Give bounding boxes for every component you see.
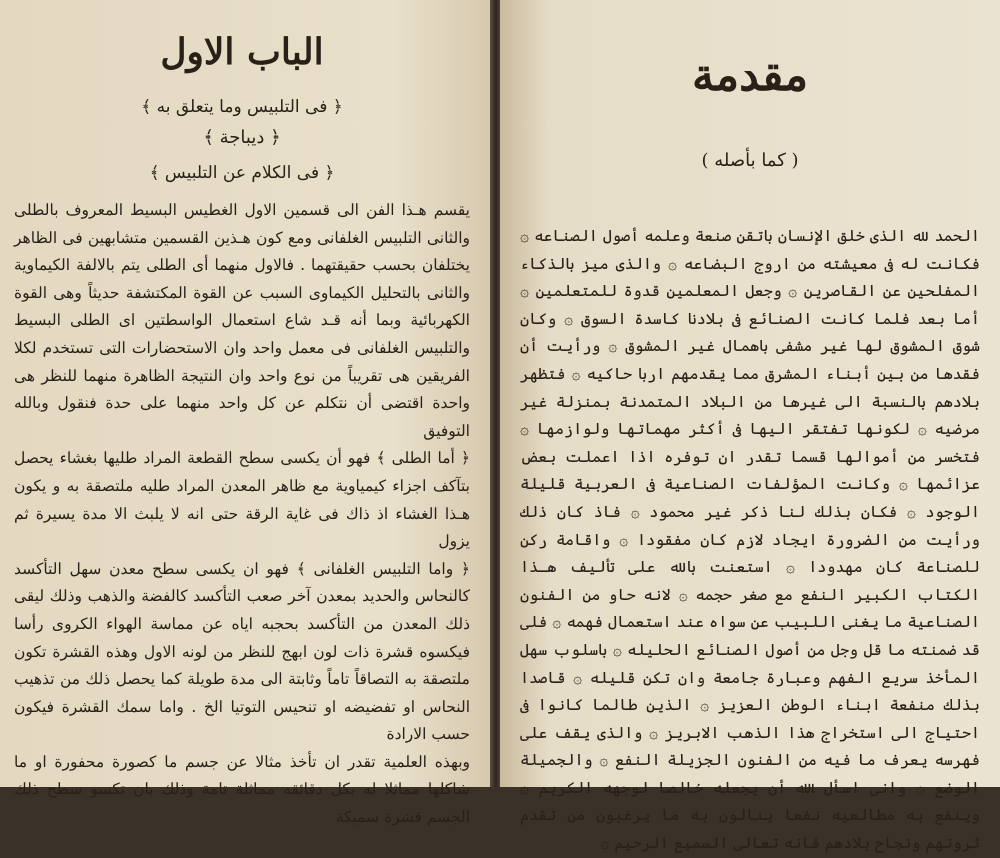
chapter-title: الباب الاول — [160, 31, 324, 73]
paragraph-galvanic — [14, 556, 470, 749]
chapter-subtitle: ﴿ فى التلبيس وما يتعلق به ﴾ — [141, 97, 343, 117]
plating-text: فهو أن يكسى سطح القطعة المراد طليها بغشاء يحصل بتآكف اجزاء كيمياوية مع ظاهر المعدن المراد طليه ملتصقة به و يكون هـذا الغشاء اذ ذاك فى غاية الرقة حتى انه لا يلبث الا مدة يسيرة ثم يزول — [14, 449, 470, 551]
paragraph-intro: يقسم هـذا الفن الى قسمين الاول الغطيس البسيط المعروف بالطلى والثانى التلبيس الغلفانى ومع كون هـذين القسمين متشابهين فى الظاهر يختلفان بحسب حقيقتهما . فالاول منهما أى الطلى يتم بالالفة الكيماوية والثانى بالتحليل الكيماوى السبب عن القوة المكتشفة حديثاً وهى القوة الكهربائية وبما أنه قـد شاع استعمال الواسطتين اى الطلى البسيط والتلبيس الغلفانى فى معمل واحد وان الاستحضارات التى تستخدم لكلا الفريقين هى تقريباً من نوع واحد وان النتيجة الظاهرة منهما للنظر هى واحدة اقتضى أن نتكلم عن كل واحد منهما على حدة فنقول وبالله التوفيق — [14, 201, 470, 440]
introduction-subtitle: ( كما بأصله ) — [701, 150, 799, 171]
introduction-title: مقدمة — [691, 50, 809, 101]
preface-heading: ﴿ ديباجة ﴾ — [203, 127, 281, 148]
right-page — [500, 0, 1000, 853]
introduction-body: الحمد لله الذى خلق الإنسان باتقن صنعة وعلمه أصول الصناعه ۞ فكانت له فى معيشته من اروج البضاعه ۞ والذى ميز بالذكاء المفلحين عن القاصرين ۞ وجعل المعلمين قدوة للمتعلمين ۞ أما بعد فلما كانت الصنائع فى بلادنا كاسدة السوق ۞ وكان شوق المشوق لها غير مشفى باهمال غير المشوق ۞ ورأيت أن فقدها من بين أبناء المشرق مما يقدمهم اربا حاكيه ۞ فتظهر بلادهم بالنسبة الى غيرها من البلاد المتمدنة بمنزلة غير مرضيه ۞ لكونها تفتقر اليها فى أكثر مهماتها ولوازمها ۞ فتخسر من أموالها قسما تقدر ان توفره اذا اعملت بعض عزائمها ۞ وكانت المؤلفات الصناعية فى العربية قليلة الوجود ۞ فكان بذلك لنا ذكر غير محمود ۞ فاذ كان ذلك ورأيت من الضرورة ايجاد لازم كان مفقودا ۞ واقامة ركن للصناعة كان مهدودا ۞ استعنت بالله على تأليف هـذا الكتاب الكبير النفع مع صغر حجمه ۞ لانه حاو من الفنون الصناعية ما يغنى اللبيب عن سواه عند استعمال فهمه ۞ فلى قد ضمنته ما قل وجل من أصول الصنائع الحليله ۞ باسلوب سهل المأخذ سريع الفهم وعبارة جامعة وان تكن قليله ۞ قاصدا بذلك منفعة ابناء الوطن العزيز ۞ الذين طالما كانوا فى احتياج الى استخراج هذا الذهب الابريز ۞ والذى يقف على فهرسه يعرف ما فيه من الفنون الجزيلة النفع ۞ والجميلة الوضع ۞ وانى اسأل الله أن يجعله خالصا لوجهه الكريم ۞ وينفع به مطالعيه نفعا ينالون به ما يرغبون من تقدم ثروتهم ونجاح بلادهم فانه تعالى السميع الرحيم ۞ — [520, 227, 980, 853]
paragraph-plating — [14, 445, 470, 555]
plating-label: ﴿ أما الطلى ﴾ — [376, 449, 470, 468]
left-page — [0, 0, 492, 827]
section-heading: ﴿ فى الكلام عن التلبيس ﴾ — [149, 163, 335, 183]
galvanic-label: ﴿ واما التلبيس الغلفانى ﴾ — [296, 559, 470, 578]
paragraph-mold: وبهذه العلمية تقدر ان تأخذ مثالا عن جسم ما كصورة محفورة او ما شاكلها مماثلا له بكل دقائقه مماثلة تامة وذلك بان تكسو سطح ذلك الجسم قشرة سميكة — [14, 752, 470, 827]
galvanic-text: فهو ان يكسى سطح معدن سهل التأكسد كالنحاس والحديد بمعدن آخر صعب التأكسد كالفضة والذهب وذلك ليقى ذلك المعدن من التأكسد بحجبه اياه عن مماسة الهواء الكروى رأسا فيكسوه قشرة ذات لون ابهج للنظر من لونه الاول وهذه القشرة تكون ملتصقة به التصاقاً تاماً وثابتة الى مدة طويلة كما يحصل ذلك من تذهيب النحاس او تفضيضه او تنحيس التوتيا الخ . واما سمك القشرة فيكون حسب الارادة — [14, 559, 470, 744]
